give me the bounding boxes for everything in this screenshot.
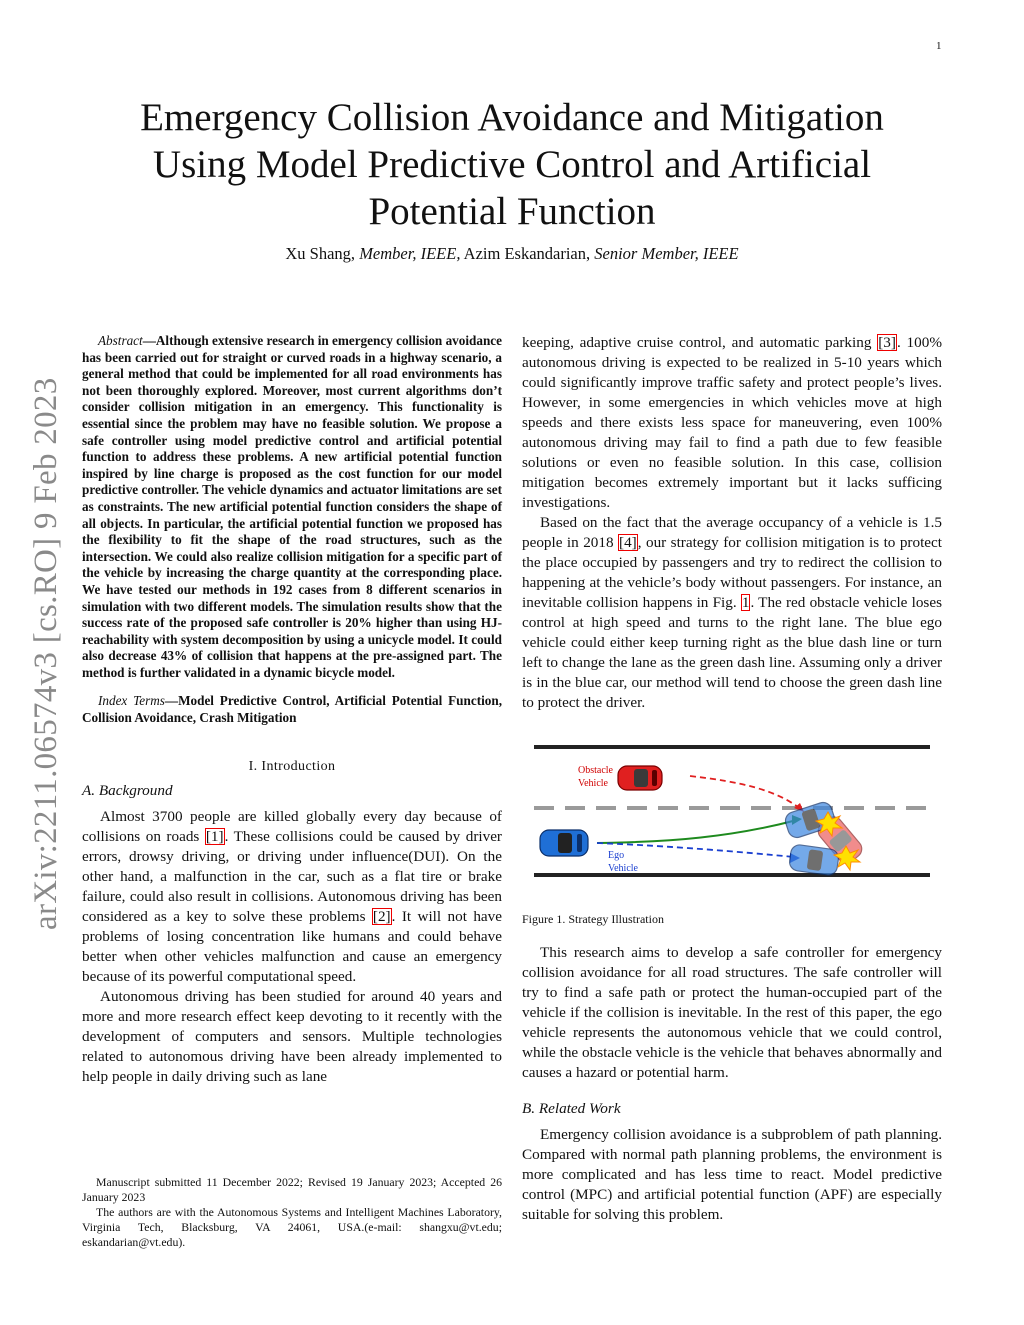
paragraph-text: . 100% autonomous driving is expected to be realized in 5-10 years which could significantly improve traffic safety and protect people’s lives. However, in some emergencies in which vehicles move at high speeds and there exists less space for maneuvering, even 100% autonomous driving may fail to find a path due to few feasible solutions or even no feasible solution. In this case, collision mitigation becomes extremely important but it lacks sufficing investigations. <box>522 334 942 511</box>
citation-link[interactable]: [3] <box>878 334 896 351</box>
abstract-text: —Although extensive research in emergency collision avoidance has been carried out for straight or curved roads in a highway scenario, a general method that could be implemented for all road environments has not been thoroughly explored. Moreover, most current algorithms don’t consider collision mitigation in an emergency. This functionality is essential since the problem may have no feasible solution. We propose a safe controller using model predictive control and artificial potential function to address these problems. A new artificial potential function inspired by line charge is proposed as the cost function for our model predictive controller. The vehicle dynamics and actuator limitations are set as constraints. The new artificial potential function considers the shape of all objects. In particular, the artificial potential function we proposed has the flexibility to fit the shape of the road structures, such as the intersection. We could also realize collision mitigation for a specific part of the vehicle by increasing the charge quantity at the corresponding place. We have tested our methods in 192 cases from 8 different scenarios in simulation with two different models. The simulation results show that the success rate of the proposed safe controller is 20% higher than using HJ-reachability with system decomposition by using a unicycle model. It could also decrease 43% of collision that happens at the pre-assigned part. The method is further validated in a dynamic bicycle model. <box>82 333 502 680</box>
obstacle-vehicle <box>618 766 662 790</box>
paragraph: This research aims to develop a safe controller for emergency collision avoidance for all road structures. The safe controller will try to find a safe path or protect the human-occupied part of the vehicle if the collision is inevitable. In the rest of this paper, the ego vehicle represents the autonomous vehicle that we could control, while the obstacle vehicle is the vehicle that behaves abnormally and causes a hazard or potential harm. <box>522 944 942 1081</box>
paragraph-text: . These collisions could be caused by driver errors, drowsy driving, or driving under influence(DUI). On the other hand, a malfunction in the car, such as a flat tire or brake failure, could also result in collisions. Autonomous driving has been considered as a key to solve these problems <box>82 827 502 925</box>
obstacle-trajectory-path <box>690 776 802 810</box>
figure-reference-link[interactable]: 1 <box>741 594 750 611</box>
page-number: 1 <box>936 40 942 52</box>
figure-caption: Figure 1. Strategy Illustration <box>522 912 664 926</box>
green-avoidance-path <box>597 820 797 843</box>
author-line <box>90 244 934 264</box>
paragraph-text: Based on the fact that the average occupancy of a vehicle is 1.5 people in 2018 <box>522 514 942 551</box>
paragraph-text: . It will not have problems of losing concentration like humans and could behave better when other vehicles malfunction and cause an emergency because of its powerful computational speed. <box>82 907 502 985</box>
strategy-illustration-figure <box>522 742 942 892</box>
index-terms <box>82 693 502 726</box>
blue-dashed-path <box>597 843 794 857</box>
citation-link[interactable]: [2] <box>372 907 391 925</box>
footnote-affiliation: The authors are with the Autonomous Systems and Intelligent Machines Laboratory, Virginia Tech, Blacksburg, VA 24061, USA.(e-mail: shangxu@vt.edu; eskandarian@vt.edu). <box>82 1205 502 1249</box>
ego-vehicle <box>540 830 588 856</box>
obstacle-vehicle-label: Obstacle <box>578 765 613 776</box>
paragraph <box>522 513 942 713</box>
right-column <box>522 333 942 713</box>
obstacle-vehicle-label: Vehicle <box>578 778 608 789</box>
left-column <box>82 333 502 1087</box>
paper-title: Emergency Collision Avoidance and Mitigation Using Model Predictive Control and Artificial Potential Function <box>140 96 884 233</box>
road-edge-bottom <box>534 873 930 877</box>
author-2-name: Azim Eskandarian, <box>460 244 595 263</box>
paragraph <box>522 333 942 513</box>
author-1-role: Member, IEEE, <box>359 244 461 263</box>
abstract <box>82 333 502 681</box>
paragraph <box>82 807 502 987</box>
citation-link[interactable]: [4] <box>619 534 637 551</box>
ego-vehicle-label: Vehicle <box>608 863 638 874</box>
footnote-manuscript-dates: Manuscript submitted 11 December 2022; Revised 19 January 2023; Accepted 26 January 2023 <box>82 1175 502 1204</box>
paragraph-text: . The red obstacle vehicle loses control at high speed and turns to the right lane. The blue ego vehicle could either keep turning right as the blue dash line or turn left to change the lane as the green dash line. Assuming only a driver is in the blue car, our method will tend to choose the green dash line to protect the driver. <box>522 594 942 711</box>
paragraph: Autonomous driving has been studied for around 40 years and more and more research effect keep devoting to it recently with the development of computers and sensors. Multiple technologies related to autonomous driving have been already implemented to help people in daily driving such as lane <box>82 987 502 1085</box>
author-1-name: Xu Shang, <box>285 244 360 263</box>
subsection-heading-background: A. Background <box>82 781 173 799</box>
index-terms-text: —Model Predictive Control, Artificial Potential Function, Collision Avoidance, Crash Mitigation <box>82 693 502 726</box>
paragraph-text: keeping, adaptive cruise control, and automatic parking <box>522 334 878 351</box>
paragraph-text: Almost 3700 people are killed globally every day because of collisions on roads <box>82 807 502 845</box>
section-heading-introduction: I. Introduction <box>248 758 336 774</box>
index-terms-label: Index Terms <box>98 693 165 709</box>
arxiv-identifier[interactable]: arXiv:2211.06574v3 [cs.RO] 9 Feb 2023 <box>28 377 64 930</box>
author-2-role: Senior Member, IEEE <box>594 244 739 263</box>
ego-vehicle-label: Ego <box>608 850 625 861</box>
abstract-label: Abstract <box>98 333 143 348</box>
footnote <box>82 1175 502 1250</box>
right-column-lower <box>522 943 942 1225</box>
citation-link[interactable]: [1] <box>205 827 224 845</box>
road-edge-top <box>534 745 930 749</box>
subsection-heading-related-work: B. Related Work <box>522 1100 621 1117</box>
paragraph: Emergency collision avoidance is a subproblem of path planning. Compared with normal path planning problems, the environment is more complicated and has less time to react. Model predictive control (MPC) and artificial potential function (APF) are especially suitable for solving this problem. <box>522 1126 942 1223</box>
paragraph-text: , our strategy for collision mitigation is to protect the place occupied by passengers and try to redirect the collision to happening at the vehicle’s body without passengers. For instance, an inevitable collision happens in Fig. <box>522 534 942 611</box>
